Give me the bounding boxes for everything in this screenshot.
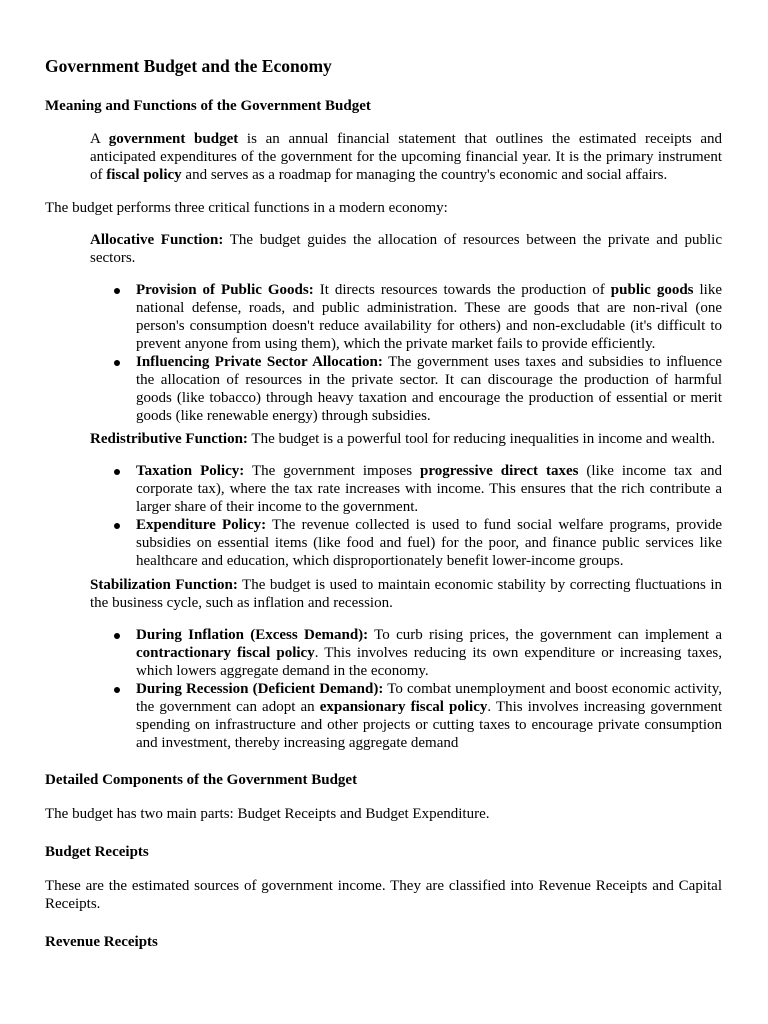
bullet-text: It directs resources towards the production of xyxy=(313,282,611,298)
function-paragraph xyxy=(90,231,722,267)
bullet-label: Provision of Public Goods: xyxy=(136,282,314,298)
bullet-text: (like income tax and corporate tax), where the tax rate increases with income. This ensures that the rich contribute a larger share of their income to the government. xyxy=(136,463,722,515)
bullet-text: To curb rising prices, the government can implement a xyxy=(368,627,722,643)
bullet-label: During Recession (Deficient Demand): xyxy=(136,681,384,697)
intro-paragraph xyxy=(90,130,722,184)
bullet-text: To combat unemployment and boost economic activity, the government can adopt an xyxy=(136,681,722,715)
bullet-item xyxy=(136,281,722,353)
bullet-list xyxy=(136,281,722,425)
section-heading-revenue-receipts: Revenue Receipts xyxy=(45,934,158,950)
components-paragraph: The budget has two main parts: Budget Receipts and Budget Expenditure. xyxy=(45,806,490,822)
intro-text: and serves as a roadmap for managing the country's economic and social affairs. xyxy=(181,167,668,183)
term-government-budget: government budget xyxy=(108,131,239,147)
bullet-text: . This involves increasing government spending on infrastructure and other projects or cutting taxes to encourage private consumption and investment, thereby increasing aggregate demand xyxy=(136,699,722,751)
bullet-text: . This involves reducing its own expenditure or increasing taxes, which lowers aggregate demand in the economy. xyxy=(136,645,723,679)
document-title: Government Budget and the Economy xyxy=(45,56,332,76)
bullet-label: Expenditure Policy: xyxy=(136,517,267,533)
functions-lead-paragraph: The budget performs three critical functions in a modern economy: xyxy=(45,200,448,216)
bullet-item xyxy=(136,462,722,516)
bullet-text: The government uses taxes and subsidies to influence the allocation of resources in the private sector. It can discourage the production of harmful goods (like tobacco) through heavy taxation and encourage the production of essential or merit goods (like renewable energy) through subsidies. xyxy=(136,354,722,424)
function-label: Stabilization Function: xyxy=(90,577,238,593)
bullet-text: like national defense, roads, and public administration. These are goods that are non-rival (one person's consumption doesn't reduce availability for others) and non-excludable (it's difficult to prevent anyone from using them), which the private market fails to provide efficiently. xyxy=(136,282,722,352)
section-heading-meaning: Meaning and Functions of the Government Budget xyxy=(45,98,371,114)
bullet-list xyxy=(136,462,722,570)
key-term: contractionary fiscal policy xyxy=(136,645,315,661)
bullet-label: Taxation Policy: xyxy=(136,463,245,479)
intro-text: A xyxy=(90,131,109,147)
redistributive-function-block xyxy=(90,430,722,570)
key-term: progressive direct taxes xyxy=(420,463,579,479)
function-label: Redistributive Function: xyxy=(90,431,248,447)
bullet-list xyxy=(136,626,722,752)
section-heading-budget-receipts: Budget Receipts xyxy=(45,844,149,860)
bullet-item xyxy=(136,626,722,680)
function-text: The budget guides the allocation of resources between the private and public sectors. xyxy=(90,232,723,266)
function-paragraph xyxy=(90,576,722,612)
allocative-function-block xyxy=(90,231,722,425)
bullet-item xyxy=(136,516,722,570)
bullet-item xyxy=(136,353,722,425)
bullet-item xyxy=(136,680,722,752)
term-fiscal-policy: fiscal policy xyxy=(106,167,182,183)
bullet-text: The revenue collected is used to fund social welfare programs, provide subsidies on essential items (like food and fuel) for the poor, and finance public services like healthcare and education, which disproportionately benefit lower-income groups. xyxy=(136,517,722,569)
function-text: The budget is used to maintain economic stability by correcting fluctuations in the business cycle, such as inflation and recession. xyxy=(90,577,722,611)
bullet-label: Influencing Private Sector Allocation: xyxy=(136,354,383,370)
key-term: expansionary fiscal policy xyxy=(319,699,488,715)
document-body xyxy=(45,56,722,951)
function-label: Allocative Function: xyxy=(90,232,224,248)
receipts-paragraph: These are the estimated sources of government income. They are classified into Revenue Receipts and Capital Receipts. xyxy=(45,878,722,912)
bullet-label: During Inflation (Excess Demand): xyxy=(136,627,369,643)
function-text: The budget is a powerful tool for reducing inequalities in income and wealth. xyxy=(247,431,716,447)
key-term: public goods xyxy=(610,282,694,298)
bullet-text: The government imposes xyxy=(244,463,421,479)
function-paragraph xyxy=(90,430,722,448)
stabilization-function-block xyxy=(90,576,722,752)
section-heading-components: Detailed Components of the Government Budget xyxy=(45,772,358,788)
intro-text: is an annual financial statement that outlines the estimated receipts and anticipated expenditures of the government for the upcoming financial year. It is the primary instrument of xyxy=(90,131,723,183)
